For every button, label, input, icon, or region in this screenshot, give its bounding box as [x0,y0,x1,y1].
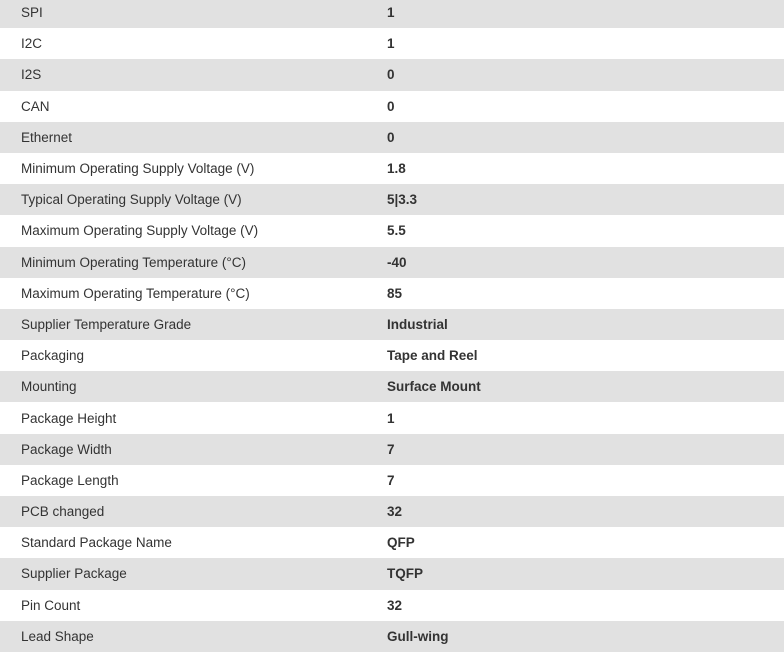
spec-value: Tape and Reel [387,348,478,364]
spec-value: 1 [387,36,395,52]
spec-value: 1 [387,5,395,21]
spec-row-i2c [0,28,784,59]
spec-label: Maximum Operating Supply Voltage (V) [21,223,259,239]
spec-label: I2S [21,67,42,83]
spec-label: Packaging [21,348,85,364]
spec-value: Industrial [387,316,448,332]
spec-row-can [0,91,784,122]
spec-label: Ethernet [21,129,73,145]
spec-value: 5|3.3 [387,192,418,208]
spec-value: 32 [387,597,403,613]
spec-row-package-width [0,434,784,465]
spec-label: SPI [21,5,43,21]
spec-label: I2C [21,36,43,52]
spec-label: Maximum Operating Temperature (°C) [21,285,250,301]
spec-label: Mounting [21,379,77,395]
spec-value: Gull-wing [387,628,449,644]
spec-row-packaging [0,340,784,371]
spec-row-i2s [0,59,784,90]
spec-row-temperature-grade [0,309,784,340]
spec-label: Package Height [21,410,117,426]
spec-value: 32 [387,504,403,520]
spec-label: Lead Shape [21,628,94,644]
spec-value: 1 [387,410,395,426]
spec-label: Pin Count [21,597,81,613]
spec-value: 5.5 [387,223,406,239]
spec-value: 85 [387,285,403,301]
spec-value: 0 [387,98,395,114]
spec-row-package-length [0,465,784,496]
spec-row-ethernet [0,122,784,153]
spec-label: CAN [21,98,50,114]
spec-value: 0 [387,67,395,83]
spec-row-pin-count [0,590,784,621]
spec-value: QFP [387,535,415,551]
spec-label: Package Length [21,472,119,488]
spec-row-supplier-package [0,558,784,589]
spec-value: 7 [387,441,395,457]
spec-row-lead-shape [0,621,784,652]
spec-row-spi [0,0,784,28]
spec-value: 7 [387,472,395,488]
spec-value: Surface Mount [387,379,481,395]
spec-label: PCB changed [21,504,105,520]
spec-row-mounting [0,371,784,402]
spec-row-min-temperature [0,247,784,278]
spec-label: Package Width [21,441,112,457]
spec-row-standard-package-name [0,527,784,558]
spec-label: Minimum Operating Temperature (°C) [21,254,246,270]
spec-label: Standard Package Name [21,535,172,551]
spec-row-package-height [0,402,784,433]
spec-row-max-temperature [0,278,784,309]
spec-value: 1.8 [387,161,406,177]
spec-value: 0 [387,129,395,145]
spec-label: Minimum Operating Supply Voltage (V) [21,161,255,177]
spec-value: -40 [387,254,407,270]
spec-row-max-supply-voltage [0,215,784,246]
spec-row-pcb-changed [0,496,784,527]
spec-label: Supplier Temperature Grade [21,316,192,332]
spec-label: Typical Operating Supply Voltage (V) [21,192,242,208]
spec-label: Supplier Package [21,566,127,582]
spec-row-typ-supply-voltage [0,184,784,215]
spec-row-min-supply-voltage [0,153,784,184]
spec-value: TQFP [387,566,423,582]
